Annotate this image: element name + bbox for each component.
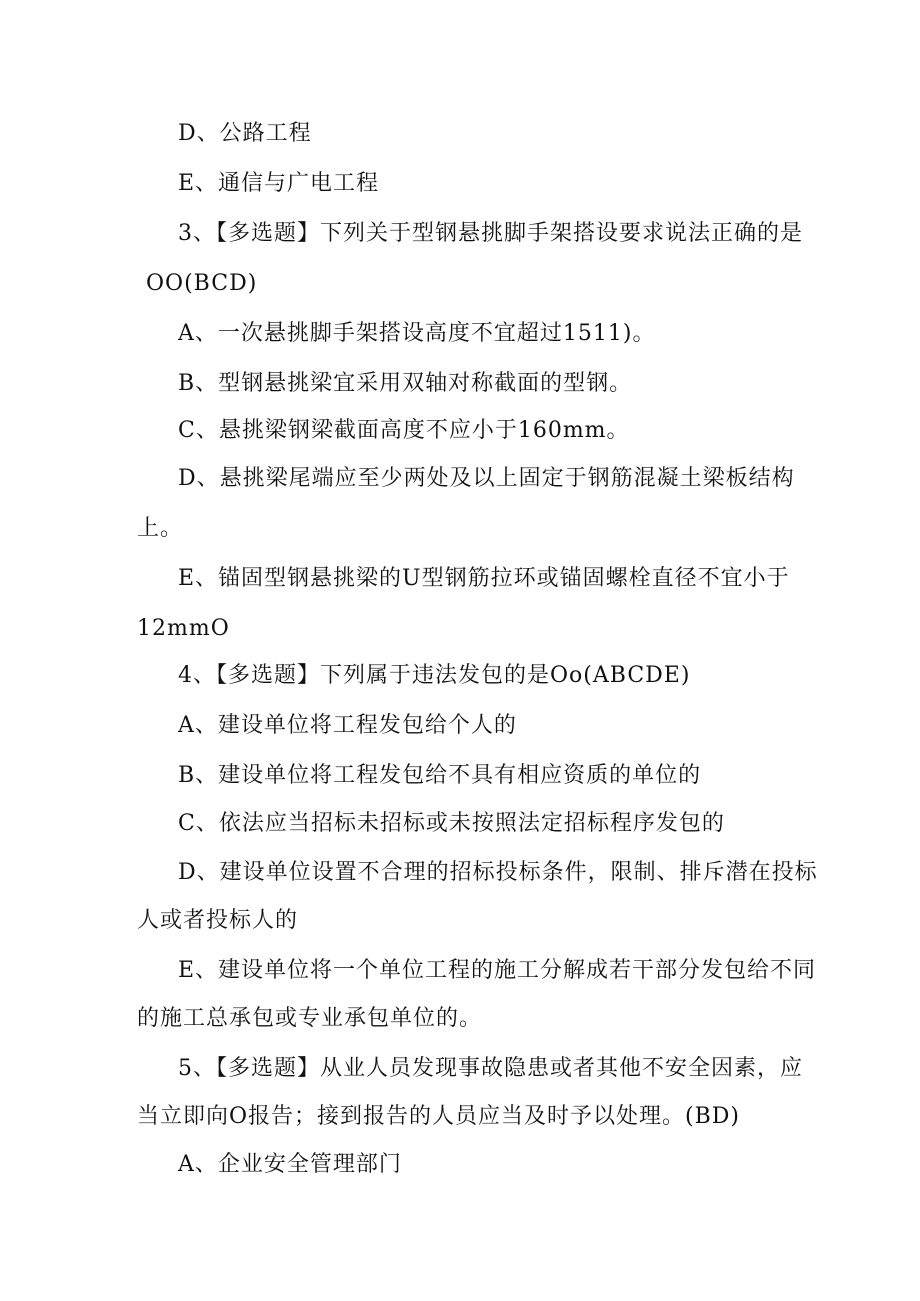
question-4-option-a: A、建设单位将工程发包给个人的 bbox=[178, 713, 517, 738]
question-3-option-c: C、悬挑梁钢梁截面高度不应小于160mm。 bbox=[178, 418, 630, 443]
question-4-option-d-continued: 人或者投标人的 bbox=[137, 908, 299, 933]
question-5-stem: 5、【多选题】从业人员发现事故隐患或者其他不安全因素，应 bbox=[178, 1056, 803, 1081]
question-4-option-e: E、建设单位将一个单位工程的施工分解成若干部分发包给不同 bbox=[178, 958, 817, 983]
question-4-option-b: B、建设单位将工程发包给不具有相应资质的单位的 bbox=[178, 763, 702, 788]
option-line-d-highway: D、公路工程 bbox=[178, 121, 312, 146]
question-5-stem-continued: 当立即向O报告；接到报告的人员应当及时予以处理。(BD) bbox=[137, 1104, 741, 1129]
option-line-e-telecom: E、通信与广电工程 bbox=[178, 171, 380, 196]
question-3-option-d-continued: 上。 bbox=[137, 516, 184, 541]
question-5-option-a: A、企业安全管理部门 bbox=[178, 1152, 402, 1177]
question-3-stem: 3、【多选题】下列关于型钢悬挑脚手架搭设要求说法正确的是 bbox=[178, 221, 803, 246]
question-4-stem: 4、【多选题】下列属于违法发包的是Oo(ABCDE) bbox=[178, 663, 691, 688]
question-4-option-e-continued: 的施工总承包或专业承包单位的。 bbox=[137, 1006, 483, 1031]
question-3-option-d: D、悬挑梁尾端应至少两处及以上固定于钢筋混凝土梁板结构 bbox=[178, 466, 795, 491]
question-3-option-e-continued: 12mmO bbox=[137, 616, 230, 641]
question-3-answer: OO(BCD) bbox=[146, 271, 258, 296]
question-3-option-e: E、锚固型钢悬挑梁的U型钢筋拉环或锚固螺栓直径不宜小于 bbox=[178, 566, 790, 591]
question-3-option-a: A、一次悬挑脚手架搭设高度不宜超过1511)。 bbox=[178, 321, 656, 346]
question-3-option-b: B、型钢悬挑梁宜采用双轴对称截面的型钢。 bbox=[178, 371, 633, 396]
question-4-option-d: D、建设单位设置不合理的招标投标条件，限制、排斥潜在投标 bbox=[178, 860, 818, 885]
question-4-option-c: C、依法应当招标未招标或未按照法定招标程序发包的 bbox=[178, 811, 725, 836]
